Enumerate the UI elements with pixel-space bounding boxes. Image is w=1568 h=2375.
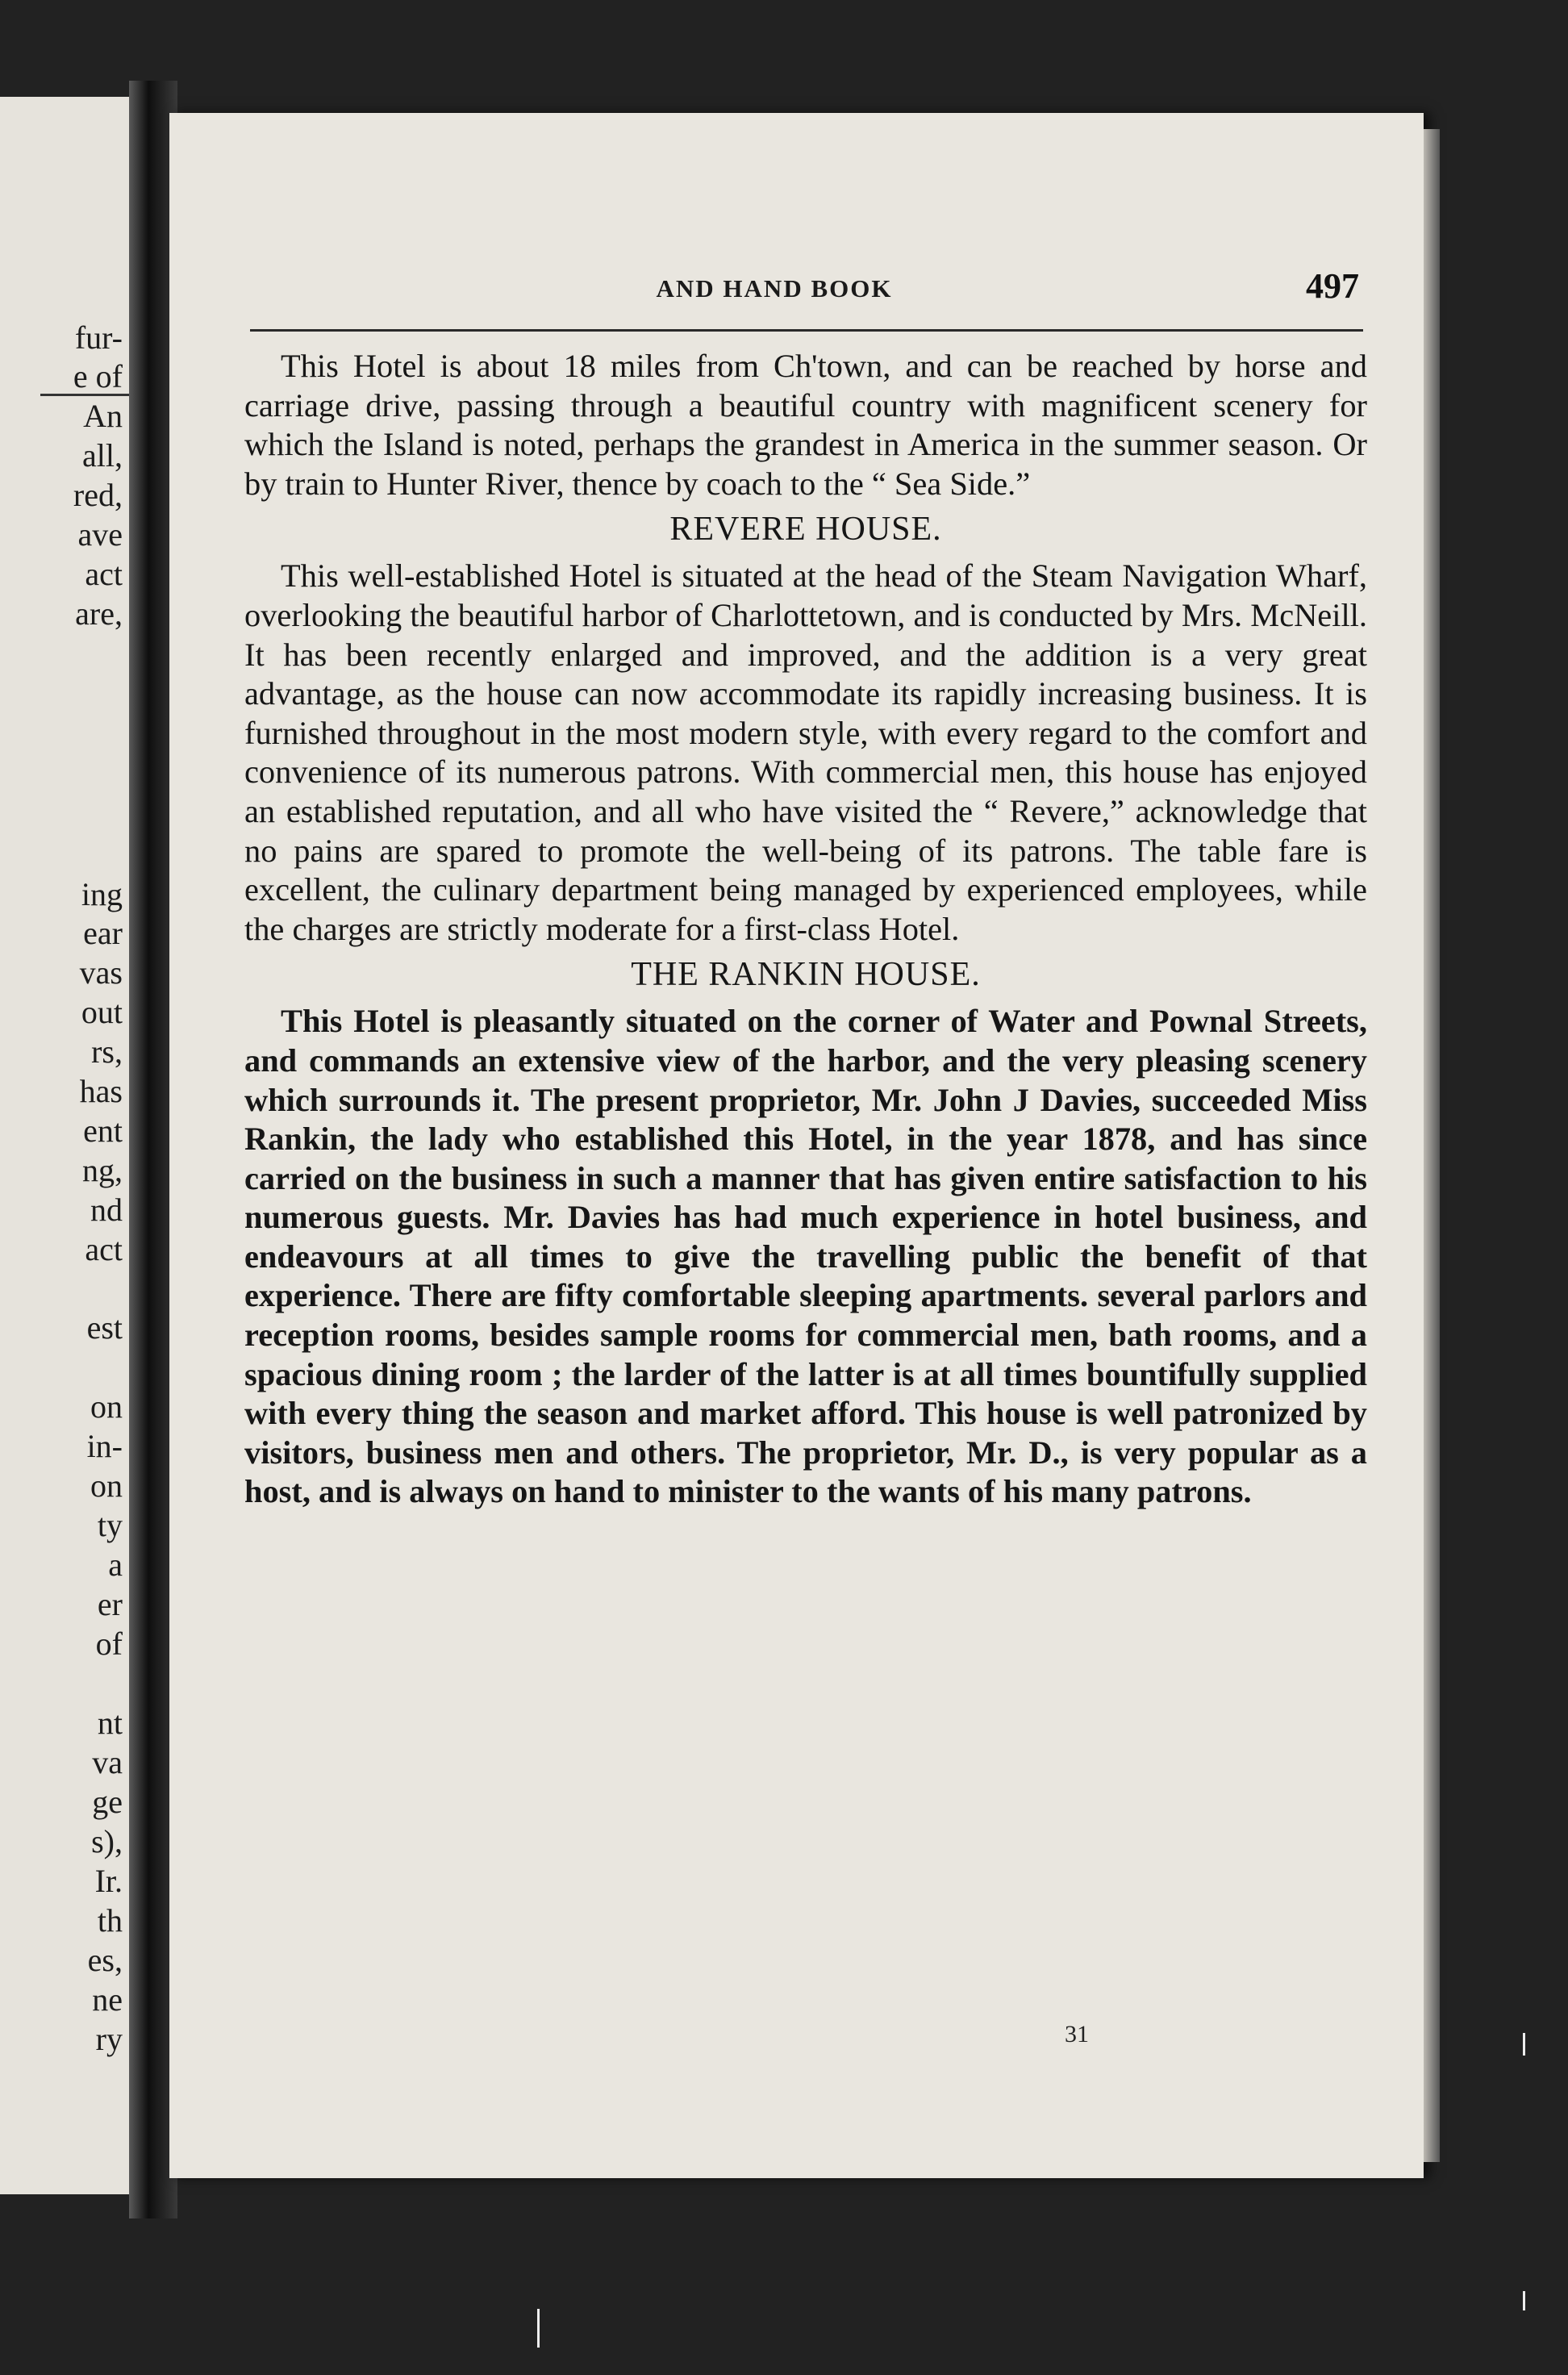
facing-page-text-fragment: out	[81, 994, 123, 1030]
facing-page-text-fragment: ear	[83, 915, 123, 951]
rankin-house-heading: THE RANKIN HOUSE.	[631, 956, 981, 994]
facing-page-text-fragment: est	[86, 1309, 123, 1346]
facing-page-text-fragment: ent	[83, 1112, 123, 1149]
facing-page-text-fragment: on	[90, 1467, 123, 1504]
facing-page-text-fragment: ave	[77, 516, 123, 553]
facing-page-text-fragment: of	[95, 1626, 123, 1662]
facing-page-fragment	[0, 97, 129, 2194]
facing-page-text-fragment: ne	[92, 1981, 123, 2018]
facing-page-text-fragment: act	[85, 556, 123, 592]
facing-page-text-fragment: vas	[79, 954, 123, 991]
facing-page-text-fragment: ing	[81, 876, 123, 912]
facing-page-text-fragment: in-	[86, 1428, 123, 1464]
page-edge	[1424, 129, 1440, 2162]
facing-page-text-fragment: er	[97, 1586, 123, 1622]
facing-page-text-fragment: are,	[75, 595, 123, 632]
page-number: 497	[1306, 266, 1359, 306]
facing-page-text-fragment: on	[90, 1388, 123, 1425]
facing-page-text-fragment: ty	[97, 1507, 123, 1543]
intro-paragraph: This Hotel is about 18 miles from Ch'town, and can be reached by horse and carriage drive, passing through a beautiful country with magnificent scenery for which the Island is noted, perhaps the grandest in America in the summer season. Or by train to Hunter River, thence by coach to the “ Sea Side.”	[244, 348, 1367, 502]
facing-page-text-fragment: nd	[90, 1192, 123, 1228]
scan-mark	[1523, 2033, 1525, 2056]
facing-page-text-fragment: rs,	[91, 1033, 123, 1070]
running-head: AND HAND BOOK	[656, 274, 893, 303]
facing-page-text-fragment: fur-	[74, 319, 123, 356]
page-header	[254, 266, 1359, 327]
header-rule	[250, 329, 1363, 332]
facing-page-text-fragment: An	[83, 398, 123, 434]
facing-page-text-fragment: va	[92, 1744, 123, 1780]
facing-page-text-fragment: act	[85, 1231, 123, 1267]
facing-page-text-fragment: th	[97, 1902, 123, 1939]
scan-mark	[1523, 2291, 1525, 2310]
facing-page-text-fragment: es,	[87, 1942, 123, 1978]
facing-page-text-fragment: nt	[97, 1705, 123, 1741]
facing-page-text-fragment: a	[108, 1546, 123, 1583]
scan-mark	[537, 2309, 540, 2348]
facing-page-text-fragment: has	[79, 1073, 123, 1109]
facing-page-text-fragment: Ir.	[94, 1863, 123, 1899]
facing-page-text-fragment: s),	[91, 1823, 123, 1860]
facing-page-text-fragment: ry	[95, 2021, 123, 2057]
book-page	[169, 113, 1424, 2178]
revere-house-heading: REVERE HOUSE.	[669, 511, 942, 549]
facing-page-text-fragment: e of	[73, 358, 123, 394]
rankin-house-paragraph: This Hotel is pleasantly situated on the corner of Water and Pownal Streets, and commands an extensive view of the harbor, and the very pleasing scenery which surrounds it. The present proprietor, Mr. John J Davies, succeeded Miss Rankin, the lady who established this Hotel, in the year 1878, and has since carried on the business in such a manner that has given entire satisfaction to his numerous guests. Mr. Davies has had much experience in hotel business, and endeavours at all times to give the travelling public the benefit of that experience. There are fifty comfortable sleeping apartments. several parlors and reception rooms, besides sample rooms for commercial men, bath rooms, and a spacious dining room ; the larder of the latter is at all times bountifully supplied with every thing the season and market afford. This house is well patronized by visitors, business men and others. The proprietor, Mr. D., is very popular as a host, and is always on hand to minister to the wants of his many patrons.	[244, 1003, 1367, 1510]
page-body	[244, 347, 1367, 1512]
revere-house-paragraph: This well-established Hotel is situated at the head of the Steam Navigation Wharf, overlooking the beautiful harbor of Charlottetown, and is conducted by Mrs. McNeill. It has been recently enlarged and improved, and the addition is a very great advantage, as the house can now accommodate its rapidly increasing business. It is furnished throughout in the most modern style, with every regard to the comfort and convenience of its numerous patrons. With commercial men, this house has enjoyed an established reputation, and all who have visited the “ Revere,” acknowledge that no pains are spared to promote the well-being of its patrons. The table fare is excellent, the culinary department being managed by experienced employees, while the charges are strictly moderate for a first-class Hotel.	[244, 557, 1367, 947]
signature-mark: 31	[1065, 2021, 1089, 2047]
facing-page-text-fragment: all,	[82, 437, 123, 474]
facing-page-text-fragment: ge	[92, 1784, 123, 1820]
facing-page-text-fragment: ng,	[82, 1152, 123, 1188]
facing-page-text-fragment: red,	[73, 477, 123, 513]
